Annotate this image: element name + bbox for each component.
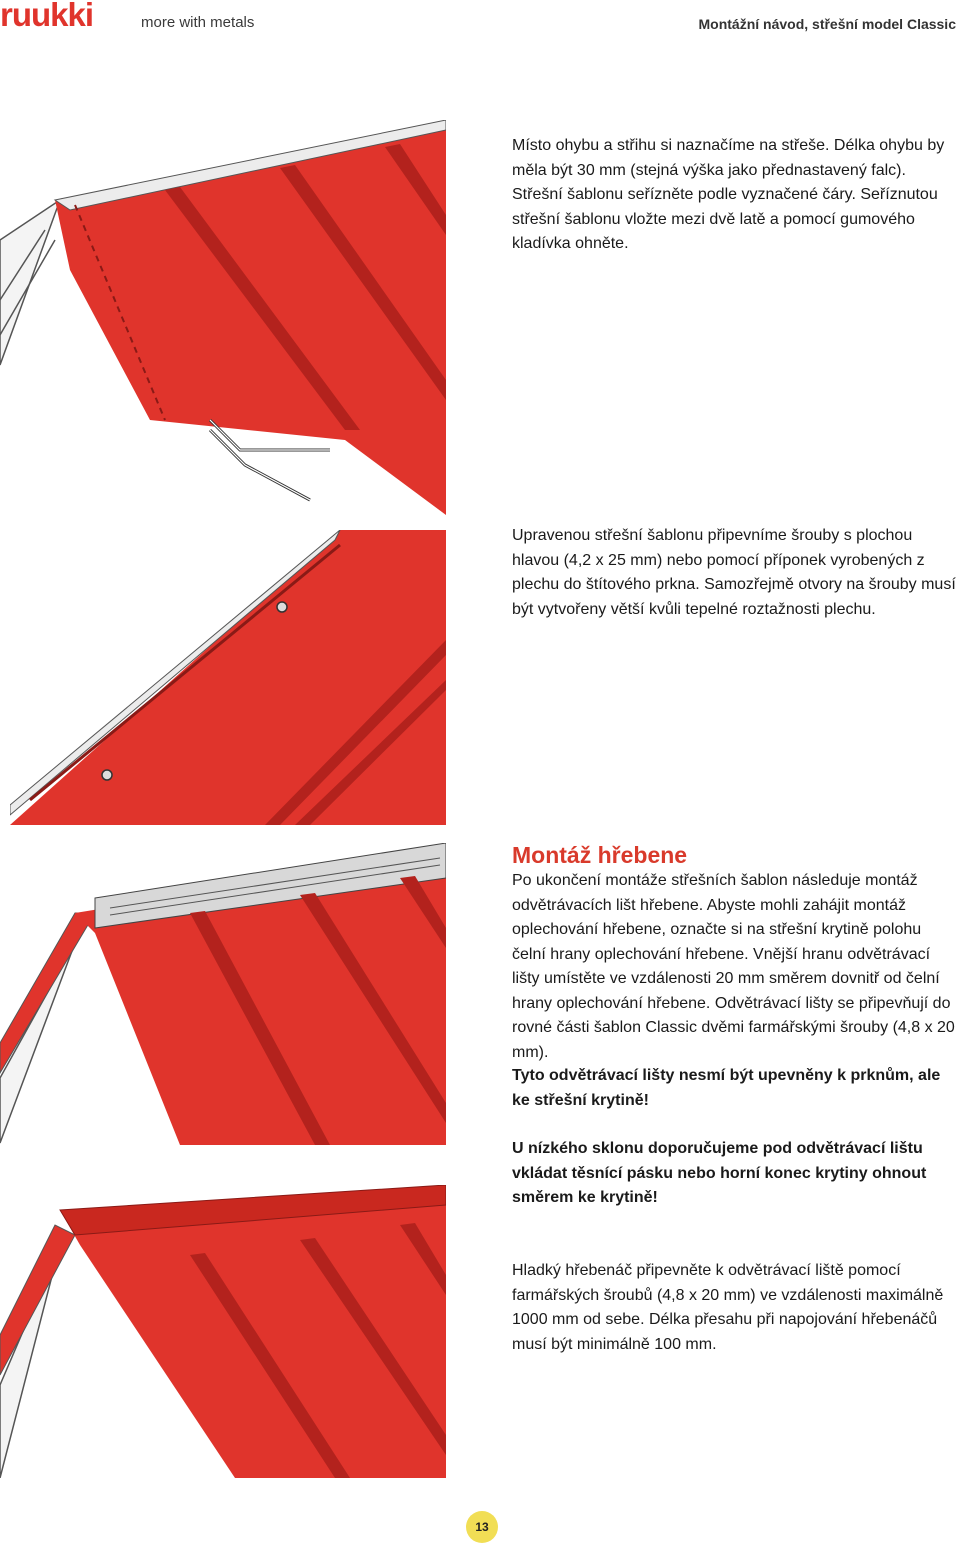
- paragraph-fastening: Upravenou střešní šablonu připevníme šrouby s plochou hlavou (4,2 x 25 mm) nebo pomocí příponek vyrobených z plechu do štítového prkna. Samozřejmě otvory na šrouby musí být vytvořeny větší kvůli tepelné roztažnosti plechu.: [512, 527, 956, 618]
- illustration-ridge-cap: [0, 1185, 446, 1478]
- screw-icon: [277, 602, 287, 612]
- svg-text:ruukki: ruukki: [0, 0, 94, 30]
- page-number: 13: [466, 1511, 498, 1543]
- screw-icon: [102, 770, 112, 780]
- paragraph-ridge-vent: Po ukončení montáže střešních šablon následuje montáž odvětrávacích lišt hřebene. Abyste mohli zahájit montáž oplechování hřebene, označte si na střešní krytině polohu čelní hrany oplechování hřebene. Vnější hranu odvětrávací lišty umístěte ve vzdálenosti 20 mm směrem dovnitř od čelní hrany oplechování hřebene. Odvětrávací lišty se připevňují do rovné části šablon Classic dvěmi farmářskými šrouby (4,8 x 20 mm).: [512, 872, 955, 1061]
- document-title: Montážní návod, střešní model Classic: [698, 16, 956, 32]
- paragraph-ridge-warning: Tyto odvětrávací lišty nesmí být upevněny k prknům, ale ke střešní krytině!: [512, 1067, 941, 1109]
- ruukki-logo[interactable]: [0, 0, 135, 30]
- paragraph-ridge-cap: Hladký hřebenáč připevněte k odvětrávací liště pomocí farmářských šroubů (4,8 x 20 mm) ve vzdálenosti maximálně 1000 mm od sebe. Délka přesahu při napojování hřebenáčů musí být minimálně 100 mm.: [512, 1262, 944, 1353]
- paragraph-low-slope-tip: U nízkého sklonu doporučujeme pod odvětrávací lištu vkládat těsnící pásku nebo horní konec krytiny ohnout směrem ke krytině!: [512, 1140, 927, 1206]
- paragraph-bend-and-cut: Místo ohybu a střihu si naznačíme na střeše. Délka ohybu by měla být 30 mm (stejná výška jako přednastavený falc). Střešní šablonu seřízněte podle vyznačené čáry. Seříznutou střešní šablonu vložte mezi dvě latě a pomocí gumového kladívka ohněte.: [512, 137, 945, 252]
- section-heading-ridge: Montáž hřebene: [512, 842, 688, 868]
- illustration-cutting-sheet: [0, 120, 446, 515]
- illustration-ridge-vent-strips: [0, 843, 446, 1145]
- illustration-fastening-gable: [10, 530, 446, 825]
- tagline: more with metals: [141, 14, 255, 31]
